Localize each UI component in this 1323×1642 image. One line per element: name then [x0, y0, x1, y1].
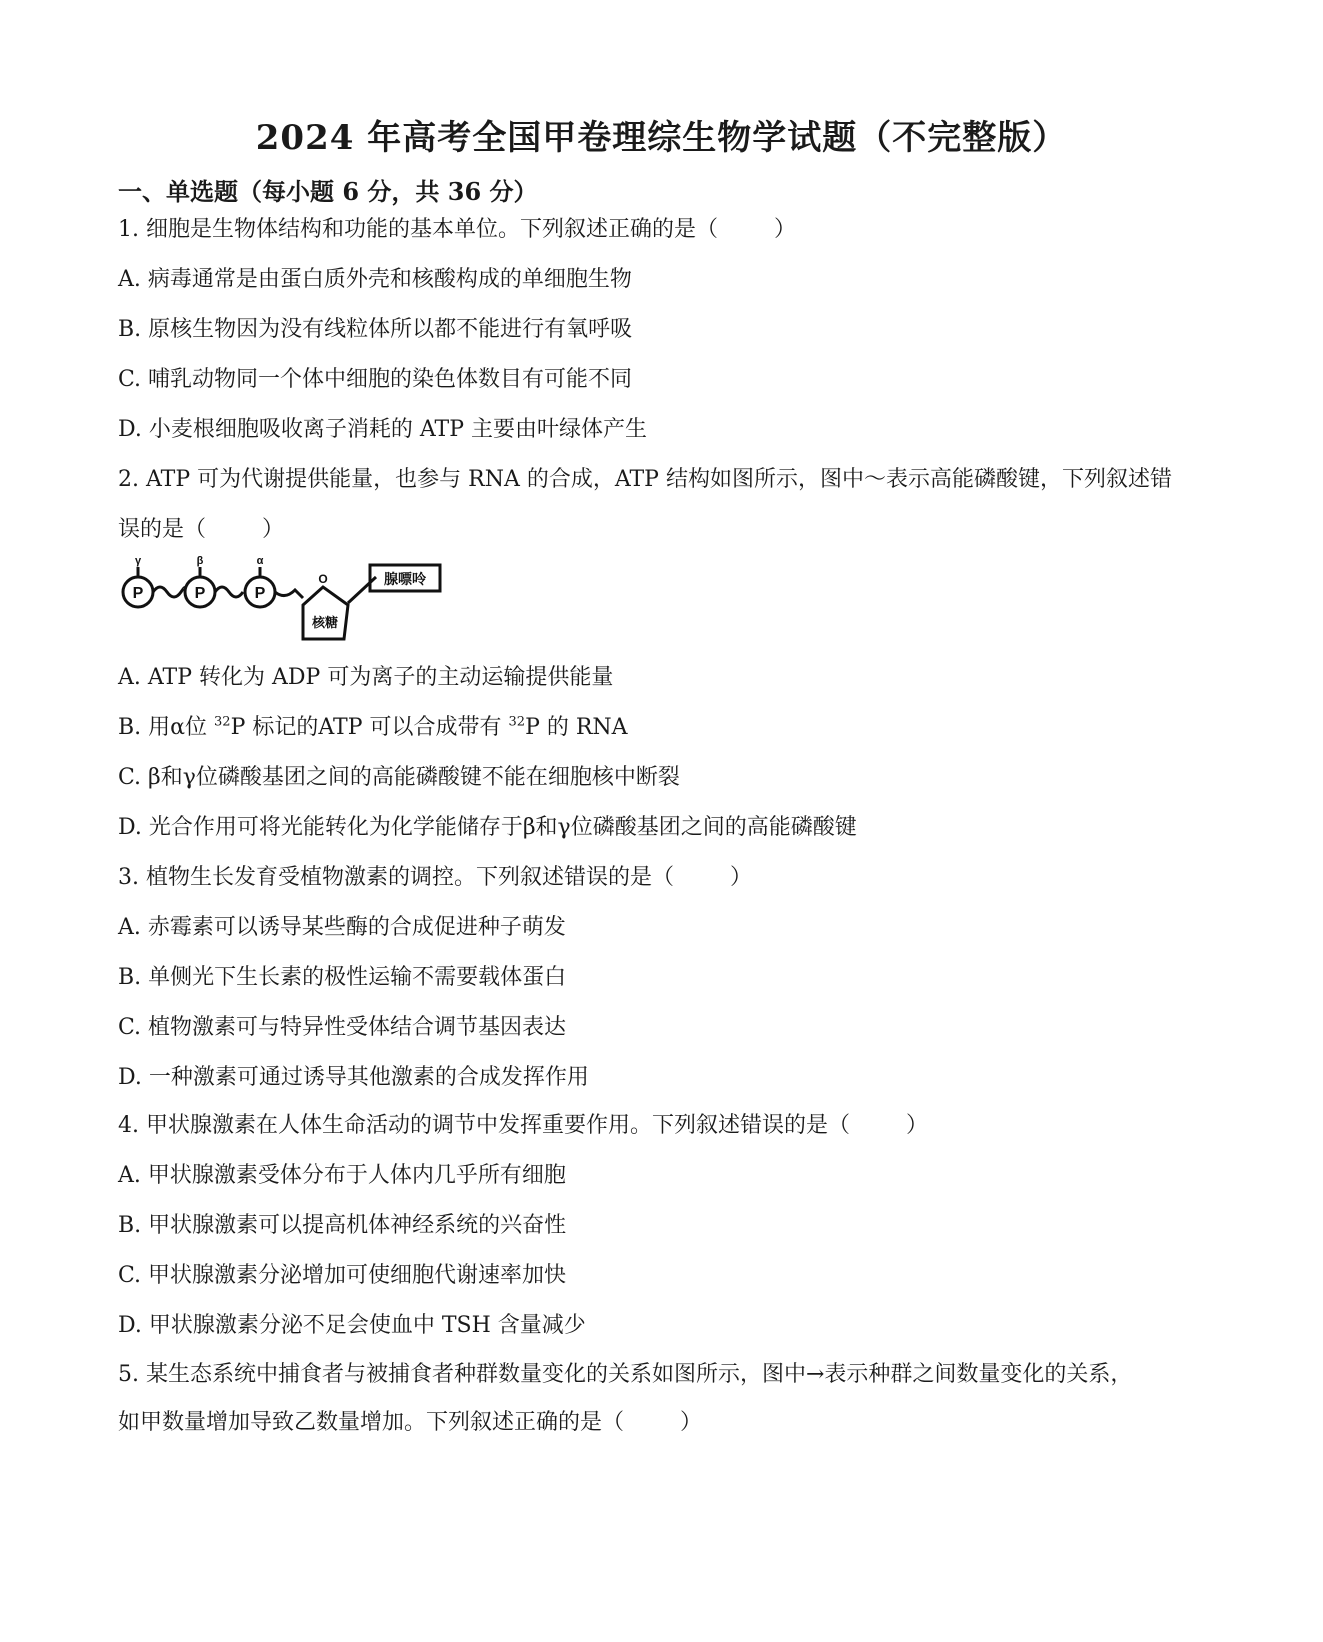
ribose-ring — [303, 587, 348, 639]
adenine-label: 腺嘌呤 — [384, 571, 426, 587]
q3-option-a: A. 赤霉素可以诱导某些酶的合成促进种子萌发 — [118, 915, 566, 940]
gamma-label: γ — [134, 555, 142, 567]
alpha-label: α — [256, 555, 264, 567]
q3-option-d: D. 一种激素可通过诱导其他激素的合成发挥作用 — [118, 1065, 589, 1090]
q4-option-a: A. 甲状腺激素受体分布于人体内几乎所有细胞 — [118, 1163, 566, 1188]
q4-option-d: D. 甲状腺激素分泌不足会使血中 TSH 含量减少 — [118, 1313, 586, 1338]
q3-option-b: B. 单侧光下生长素的极性运输不需要载体蛋白 — [118, 965, 567, 990]
phosphate-beta-label: P — [194, 585, 206, 602]
phosphate-alpha-label: P — [254, 585, 266, 602]
q4-option-b: B. 甲状腺激素可以提高机体神经系统的兴奋性 — [118, 1213, 567, 1238]
q2-option-c: C. β和γ位磷酸基团之间的高能磷酸键不能在细胞核中断裂 — [118, 765, 680, 790]
question-4-stem: 4. 甲状腺激素在人体生命活动的调节中发挥重要作用。下列叙述错误的是（ ） — [118, 1113, 929, 1138]
ribose-label: 核糖 — [311, 615, 339, 630]
section-heading: 一、单选题（每小题 6 分，共 36 分） — [118, 177, 538, 206]
q2-option-a: A. ATP 转化为 ADP 可为离子的主动运输提供能量 — [118, 665, 614, 690]
q2-option-d: D. 光合作用可将光能转化为化学能储存于β和γ位磷酸基团之间的高能磷酸键 — [118, 815, 857, 840]
question-3-stem: 3. 植物生长发育受植物激素的调控。下列叙述错误的是（ ） — [118, 865, 753, 890]
phosphate-gamma-label: P — [132, 585, 144, 602]
high-energy-bond-2 — [215, 587, 243, 597]
question-1-stem: 1. 细胞是生物体结构和功能的基本单位。下列叙述正确的是（ ） — [118, 217, 797, 242]
oxygen-label: O — [318, 572, 328, 586]
question-2-stem-line2: 误的是（ ） — [118, 517, 285, 542]
q1-option-b: B. 原核生物因为没有线粒体所以都不能进行有氧呼吸 — [118, 317, 633, 342]
q2-option-b: B. 用α位 $^{32}$P 标记的ATP 可以合成带有 $^{32}$P 的 RNA — [118, 714, 628, 740]
question-5-stem-line1: 5. 某生态系统中捕食者与被捕食者种群数量变化的关系如图所示，图中→表示种群之间数量变化的关系， — [118, 1362, 1133, 1387]
high-energy-bond-1 — [153, 587, 185, 597]
q1-option-c: C. 哺乳动物同一个体中细胞的染色体数目有可能不同 — [118, 367, 633, 392]
ester-bond — [275, 590, 303, 598]
beta-label: β — [196, 555, 204, 567]
q1-option-a: A. 病毒通常是由蛋白质外壳和核酸构成的单细胞生物 — [118, 267, 632, 292]
atp-structure-diagram — [118, 555, 458, 655]
q3-option-c: C. 植物激素可与特异性受体结合调节基因表达 — [118, 1015, 567, 1040]
question-2-stem-line1: 2. ATP 可为代谢提供能量，也参与 RNA 的合成，ATP 结构如图所示，图中～表示高能磷酸键，下列叙述错 — [118, 467, 1172, 492]
page-title: 2024 年高考全国甲卷理综生物学试题（不完整版） — [255, 118, 1068, 158]
question-5-stem-line2: 如甲数量增加导致乙数量增加。下列叙述正确的是（ ） — [118, 1410, 703, 1435]
q4-option-c: C. 甲状腺激素分泌增加可使细胞代谢速率加快 — [118, 1263, 567, 1288]
q1-option-d: D. 小麦根细胞吸收离子消耗的 ATP 主要由叶绿体产生 — [118, 417, 647, 442]
